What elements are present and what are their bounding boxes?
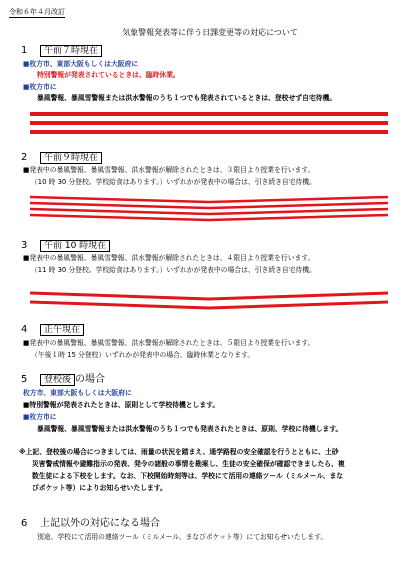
section-4-line-1: ■発表中の暴風警報、暴風雪警報、洪水警報が解除されたときは、５限目より授業を行います。: [23, 339, 315, 347]
section-5-line-b: 暴風警報、暴風雪警報または洪水警報のうち１つでも発表されたときは、原則、学校に待機します。: [37, 425, 343, 433]
section-6-heading: [21, 518, 160, 530]
section-4-heading: [21, 324, 84, 336]
red-stripe: [30, 112, 388, 116]
page-title: 気象警報発表等に伴う日課変更等の対応について: [122, 28, 298, 37]
red-chevron-stripes: [30, 290, 388, 314]
red-stripe: [30, 130, 388, 134]
section-1-time: 午前７時現在: [40, 45, 102, 57]
note-line: びポケット等）によりお知らせいたします。: [32, 484, 167, 492]
note-line: 数生徒による下校をします。なお、下校開始時刻等は、学校にて活用の連絡ツール（ミルメール、まな: [32, 472, 344, 480]
red-stripe: [30, 121, 388, 125]
section-5-area-b: ■枚方市に: [23, 413, 57, 421]
note-line: 災害警戒情報や避難指示の発表、発令の諸般の事情を勘案し、生徒の安全確保が確認できましたら、複: [32, 460, 345, 468]
section-1-area-a: ■枚方市、東部大阪もしくは大阪府に: [23, 60, 139, 68]
section-1-number: 1: [21, 45, 28, 56]
note-block: [19, 446, 345, 494]
section-2-heading: [21, 152, 102, 164]
section-4-line-2: （午後１時 15 分登校）いずれかが発表中の場合、臨時休業となります。: [31, 351, 255, 359]
section-6-number: 6: [21, 518, 28, 529]
section-5-line-a: ■特別警報が発表されたときは、原則として学校待機とします。: [23, 401, 220, 409]
section-1-line-b: 暴風警報、暴風雪警報または洪水警報のうち１つでも発表されているときは、登校せず自宅待機。: [37, 94, 337, 102]
section-6-line: 別途、学校にて活用の連絡ツール（ミルメール、まなびポケット等）にてお知らせいたします。: [37, 533, 328, 541]
section-3-heading: [21, 240, 110, 252]
section-5-area-a: 枚方市、東部大阪もしくは大阪府に: [23, 389, 132, 397]
section-3-number: 3: [21, 240, 28, 251]
section-1-heading: [21, 45, 102, 57]
section-2-line-1: ■発表中の暴風警報、暴風雪警報、洪水警報が解除されたときは、３限目より授業を行います。: [23, 166, 315, 174]
note-line: ※上記、登校後の場合につきましては、雨量の状況を踏まえ、通学路程の安全確認を行うとともに、土砂: [19, 448, 339, 456]
section-3-line-1: ■発表中の暴風警報、暴風雪警報、洪水警報が解除されたときは、４限目より授業を行います。: [23, 254, 315, 262]
section-3-line-2: （11 時 30 分登校。学校給食はあります。）いずれかが発表中の場合は、引き続き自宅待機。: [31, 266, 316, 274]
revision-date: 令和６年４月改訂: [9, 8, 65, 16]
section-5-heading: [21, 374, 105, 386]
section-5-suffix: の場合: [75, 374, 106, 385]
section-1-area-b: ■枚方市に: [23, 83, 57, 91]
section-3-time: 午前 10 時現在: [40, 240, 110, 252]
section-1-line-a: 特別警報が発表されているときは、臨時休業。: [37, 71, 180, 79]
red-chevron-stripes: [30, 194, 388, 224]
section-2-line-2: （10 時 30 分登校。学校給食はあります。）いずれかが発表中の場合は、引き続き自宅待機。: [31, 178, 316, 186]
section-4-number: 4: [21, 324, 28, 335]
section-6-title: 上記以外の対応になる場合: [40, 518, 160, 529]
section-2-time: 午前９時現在: [40, 152, 102, 164]
section-5-number: 5: [21, 374, 28, 385]
section-2-number: 2: [21, 152, 28, 163]
section-4-time: 正午現在: [40, 324, 84, 336]
section-5-time: 登校後: [40, 374, 75, 386]
